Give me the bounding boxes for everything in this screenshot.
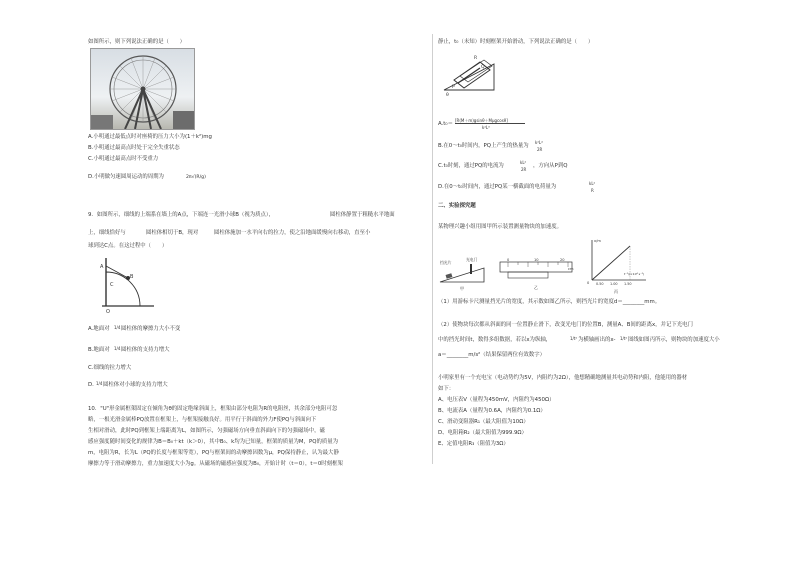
bing-tick-150: 1.50	[624, 282, 632, 286]
experiment-1-question-2-line-2b: 为横轴画出的x-	[578, 337, 616, 343]
bing-y-label: x/m	[594, 239, 601, 243]
yi-tick-20: 20	[560, 258, 565, 262]
jia-label-gate: 光电门	[466, 257, 478, 262]
bing-origin: 0	[587, 281, 590, 285]
q9-option-d: D.	[88, 382, 94, 388]
q10-frame-figure	[440, 50, 498, 98]
q10-option-b-num: k²L⁴	[535, 140, 543, 145]
q9-label-o: O	[106, 309, 110, 314]
q8-option-d: D.小明做匀速圆周运动的周期为	[88, 174, 164, 180]
equipment-b: B、电流表A（量程为0.6A，内阻约为0.1Ω）	[438, 408, 546, 414]
svg-text:θ: θ	[446, 93, 449, 98]
q10-line-3: 生相对滑动，此时PQ到框架上端距离为L，如图所示，匀强磁场方向垂直斜面向下的匀强磁场中，磁	[88, 428, 325, 434]
experiment-2-intro-line-2: 如下：	[438, 386, 455, 392]
experiment-1-question-2-line-3: a＝________m/s²（结果保留两位有效数字）	[438, 352, 545, 358]
q10-option-a: A.t₀＝	[438, 121, 453, 127]
figure-yi-caption: 乙	[534, 285, 538, 290]
q10-option-d: D.在0～t₀时间内，通过PQ某一横截面的电荷量为	[438, 184, 557, 190]
inverse-t-squared-2: 1/t²	[620, 336, 628, 341]
experiment-figure-bing	[584, 236, 650, 294]
q9-line-2b: 圆柱体相切于B，现对	[146, 230, 199, 236]
q9-line-2c: 圆柱体施加一水平向右的拉力，使之沿地面缓慢向右移动，直至小	[214, 230, 371, 236]
q9-option-d-b: 圆柱体对小球的支持力增大	[103, 382, 168, 388]
yi-unit: cm	[568, 267, 574, 271]
experiment-2-intro-line-1: 小明家里有一个充电宝（电动势约为5V，内阻约为2Ω），他想精确地测量其电动势和内阻，他能用的器材	[438, 375, 688, 381]
q8-option-b: B.小明通过最高点时处于完全失重状态	[88, 145, 180, 151]
inverse-t-squared-1: 1/t²	[570, 336, 578, 341]
q10-option-c: C.t₀时刻，通过PQ的电流为	[438, 163, 504, 169]
q9-line-1b: 圆柱体静置于粗糙水平地面	[330, 212, 395, 218]
q10-option-b-den: 2R	[537, 147, 543, 152]
q10-option-d-num: kL²	[589, 181, 596, 186]
column-divider	[432, 34, 433, 464]
q9-label-b: B	[130, 274, 134, 280]
bing-tick-050: 0.50	[596, 282, 604, 286]
q10-line-6: 摩擦力等于滑动摩擦力，重力加速度大小为g。从磁场的磁感应强度为B₀，开始计时（t＝0），t＝0时刻框架	[88, 461, 343, 467]
q10-line-5: m，电阻为R，长为L（PQ的长度与框架等宽），PQ与框架间的动摩擦因数为μ，PQ保持静止，认为最大静	[88, 450, 339, 456]
figure-jia-caption: 甲	[460, 286, 464, 291]
q9-line-3: 球到达C点。在这过程中（ ）	[88, 243, 168, 249]
q9-quarter-d: 1/4	[96, 381, 103, 386]
equipment-a: A、电压表V（量程为450mV，内阻约为450Ω）	[438, 397, 555, 403]
q10-option-a-num: [R(M＋m)gsinθ＋Mμgcosθ]	[455, 118, 508, 123]
q10-line-2: 略，一根光滑金属棒PQ放置在框架上，与框架接触良好。用平行于斜面的外力F使PQ与斜面向下	[88, 417, 317, 423]
q10-continued: 静止，t₀（未知）时刻框架开始滑动，下列说法正确的是（ ）	[438, 39, 594, 45]
svg-text:R: R	[474, 56, 478, 61]
q10-option-c-dir: ，方向从P到Q	[533, 163, 568, 169]
ferris-wheel-photo	[90, 48, 195, 130]
q9-quarter-a: 1/4	[114, 325, 121, 330]
q10-option-c-den: 2R	[521, 167, 527, 172]
q8-option-d-formula: 2π√(R/g)	[186, 175, 206, 180]
q9-option-b: B.地面对	[88, 347, 110, 353]
q10-option-a-fraction-bar	[455, 123, 525, 124]
bing-x-label: t⁻²/(×10⁴ s⁻²)	[624, 272, 645, 276]
q9-option-c: C.细线的拉力增大	[88, 365, 132, 371]
q8-option-a: A.小明通过最低点时对座椅的压力大小为(1＋k²)mg	[88, 134, 212, 140]
q9-option-a-b: 圆柱体的摩擦力大小不变	[121, 326, 181, 332]
svg-text:P: P	[452, 85, 455, 90]
svg-text:Q: Q	[481, 65, 485, 70]
q10-option-c-num: kL²	[520, 160, 527, 165]
equipment-d: D、电阻箱R₂（最大阻值为999.9Ω）	[438, 430, 527, 436]
q10-option-b: B.在0～t₀时间内，PQ上产生的热量为	[438, 143, 529, 149]
experiment-1-question-2-line-2a: 中的挡光时间t，数得多组数据，若以x为纵轴，	[438, 337, 552, 343]
q8-option-c: C.小明通过最高点时不受重力	[88, 156, 159, 162]
equipment-c: C、滑动变阻器R₁（最大阻值为10Ω）	[438, 419, 529, 425]
q10-line-4: 感应强度随时间变化的规律为B＝B₀＋kt（k＞0），其中B₀、k均为已知量，框架的质量为M，PQ的质量为	[88, 439, 339, 445]
q9-label-a: A	[100, 264, 104, 270]
q9-figure	[94, 256, 174, 314]
yi-tick-0: 0	[507, 258, 510, 262]
q10-option-d-den: R	[591, 188, 594, 193]
experiment-1-question-1: （1）用游标卡尺测量挡光片的宽度，其示数如图乙所示，则挡光片的宽度d＝________mm。	[438, 299, 661, 305]
jia-label-shade: 挡光片	[440, 260, 452, 265]
experiment-1-question-2-line-1: （2）使物块每次都从斜面的同一位置静止滑下，改变光电门的位置B，测量A、B间的距离x，并记下光电门	[438, 322, 693, 328]
experiment-figure-yi	[498, 256, 576, 292]
equipment-e: E、定值电阻R₃（阻值为3Ω）	[438, 441, 509, 447]
section-2-heading: 二、实验探究题	[438, 203, 476, 209]
experiment-figure-jia	[438, 252, 486, 292]
q9-quarter-b: 1/4	[114, 346, 121, 351]
q9-option-a: A.地面对	[88, 326, 110, 332]
q9-line-1: 9．如图所示，细线的上端系在墙上的A点，下端连一光滑小球B（视为质点），	[88, 212, 275, 218]
experiment-1-question-2-line-2c: 图线如图丙所示，则物块的加速度大小	[628, 337, 720, 343]
q9-option-b-b: 圆柱体的支持力增大	[121, 347, 170, 353]
q9-label-c: C	[110, 282, 114, 288]
bing-tick-100: 1.00	[610, 282, 618, 286]
q9-line-2: 上，细线恰好与	[88, 230, 126, 236]
yi-tick-10: 10	[534, 258, 539, 262]
figure-bing-caption: 丙	[614, 289, 618, 294]
q10-option-a-den: k²L³	[482, 125, 490, 130]
experiment-1-intro: 某物理兴趣小组用图甲所示装置测量物块的加速度。	[438, 224, 562, 230]
q10-line-1: 10．"U"形金属框架固定在倾角为θ的固定绝缘斜面上，框架由部分电阻为R的电阻丝，其余部分电阻可忽	[88, 406, 338, 412]
q8-stem-tail: 如图所示，则下列说法正确的是（ ）	[88, 39, 186, 45]
